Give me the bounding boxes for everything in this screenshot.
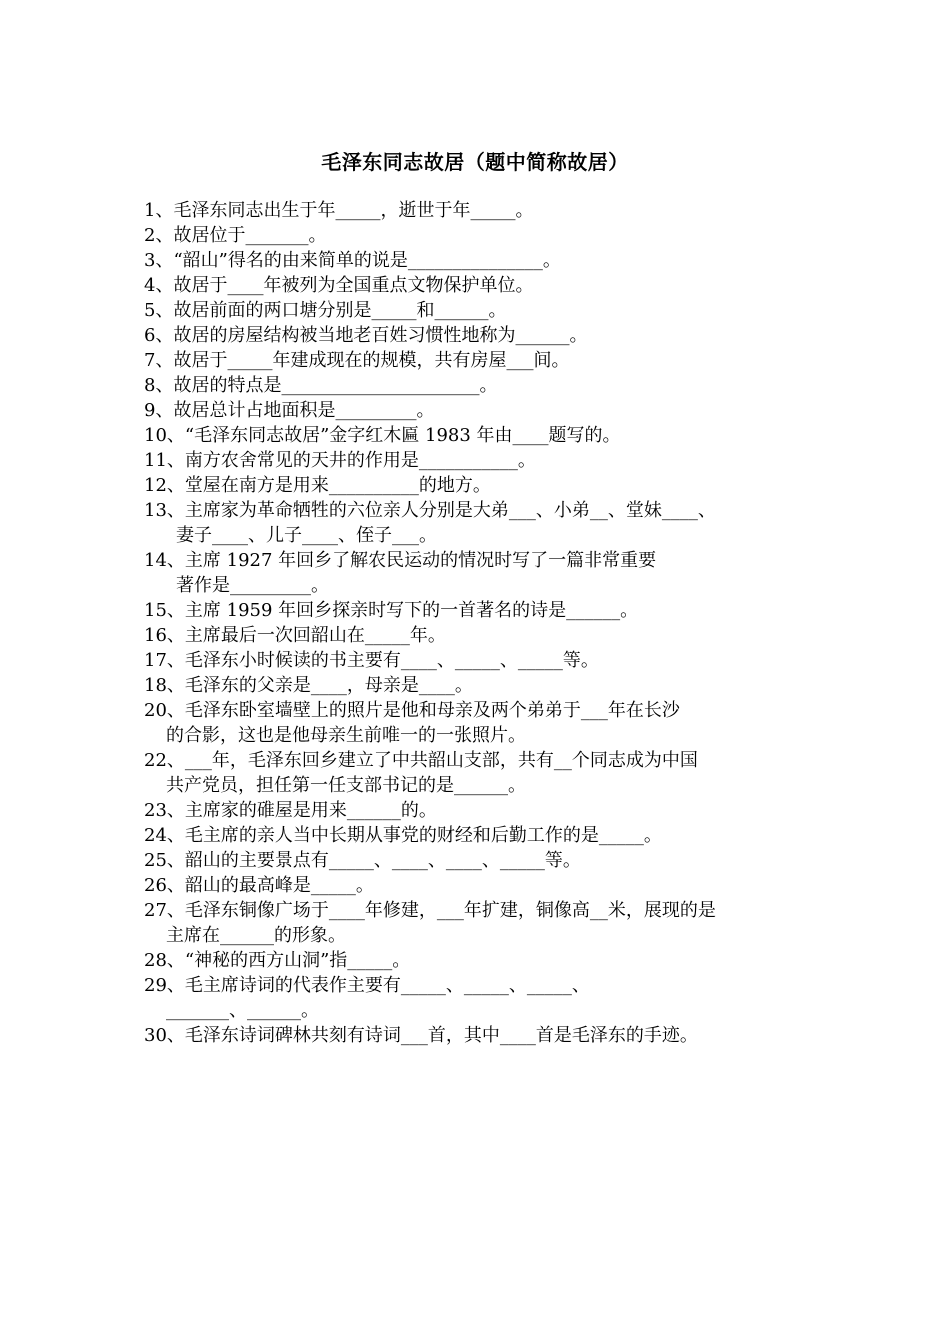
question-20-continued: 的合影，这也是他母亲生前唯一的一张照片。 [166,725,526,746]
question-list [144,198,824,1048]
question-27: 27、毛泽东铜像广场于____年修建，___年扩建，铜像高__米，展现的是 [144,900,716,921]
question-7: 7、故居于_____年建成现在的规模，共有房屋___间。 [144,350,570,371]
question-18: 18、毛泽东的父亲是____，母亲是____。 [144,675,473,696]
question-12: 12、堂屋在南方是用来__________的地方。 [144,475,491,496]
question-14-continued: 著作是_________。 [176,575,329,596]
question-1: 1、毛泽东同志出生于年_____，逝世于年_____。 [144,200,534,221]
question-29-continued: _______、______。 [166,1000,319,1021]
question-24: 24、毛主席的亲人当中长期从事党的财经和后勤工作的是_____。 [144,825,662,846]
question-4: 4、故居于____年被列为全国重点文物保护单位。 [144,275,534,296]
question-14: 14、主席 1927 年回乡了解农民运动的情况时写了一篇非常重要 [144,550,657,571]
question-5: 5、故居前面的两口塘分别是_____和______。 [144,300,507,321]
page-title: 毛泽东同志故居（题中简称故居） [321,150,629,174]
question-28: 28、“神秘的西方山洞”指_____。 [144,950,411,971]
question-29: 29、毛主席诗词的代表作主要有_____、_____、_____、 [144,975,590,996]
question-22: 22、___年，毛泽东回乡建立了中共韶山支部，共有__个同志成为中国 [144,750,698,771]
question-30: 30、毛泽东诗词碑林共刻有诗词___首，其中____首是毛泽东的手迹。 [144,1025,698,1046]
question-15: 15、主席 1959 年回乡探亲时写下的一首著名的诗是______。 [144,600,639,621]
question-6: 6、故居的房屋结构被当地老百姓习惯性地称为______。 [144,325,588,346]
question-20: 20、毛泽东卧室墙壁上的照片是他和母亲及两个弟弟于___年在长沙 [144,700,680,721]
question-27-continued: 主席在______的形象。 [166,925,346,946]
question-23: 23、主席家的碓屋是用来______的。 [144,800,437,821]
question-17: 17、毛泽东小时候读的书主要有____、_____、_____等。 [144,650,599,671]
question-16: 16、主席最后一次回韶山在_____年。 [144,625,446,646]
question-13: 13、主席家为革命牺牲的六位亲人分别是大弟___、小弟__、堂妹____、 [144,500,716,521]
question-11: 11、南方农舍常见的天井的作用是___________。 [144,450,536,471]
question-25: 25、韶山的主要景点有_____、____、____、_____等。 [144,850,581,871]
question-10: 10、“毛泽东同志故居”金字红木匾 1983 年由____题写的。 [144,425,621,446]
question-13-continued: 妻子____、儿子____、侄子___。 [176,525,437,546]
question-3: 3、“韶山”得名的由来简单的说是_______________。 [144,250,561,271]
question-9: 9、故居总计占地面积是_________。 [144,400,435,421]
question-8: 8、故居的特点是______________________。 [144,375,498,396]
question-26: 26、韶山的最高峰是_____。 [144,875,374,896]
question-22-continued: 共产党员，担任第一任支部书记的是______。 [166,775,526,796]
question-2: 2、故居位于_______。 [144,225,327,246]
